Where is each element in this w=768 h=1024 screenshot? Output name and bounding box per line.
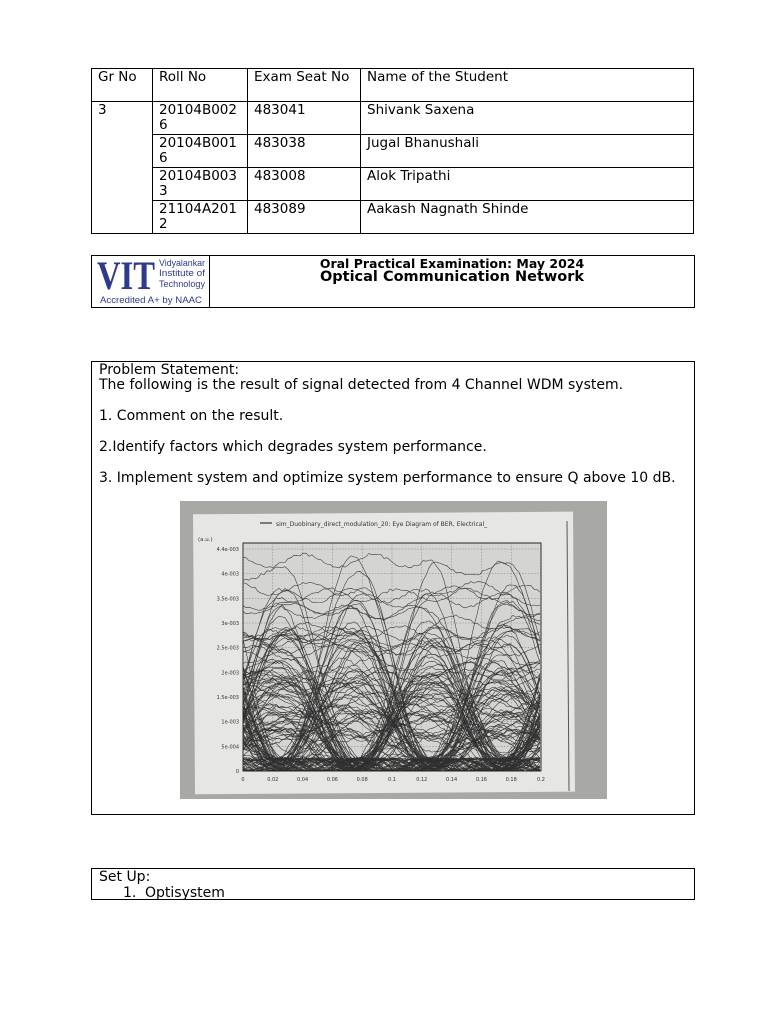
table-header-row xyxy=(92,69,694,102)
eye-diagram-photo xyxy=(180,501,607,799)
exam-header-box xyxy=(91,255,695,308)
figure-y-unit: (a.u.) xyxy=(198,537,213,543)
y-tick-label: 0 xyxy=(235,769,239,775)
table-row xyxy=(92,201,694,234)
roll-number: 20104B0016 xyxy=(153,135,248,168)
y-tick-label: 3e-003 xyxy=(221,621,239,627)
header-student-name: Name of the Student xyxy=(361,69,694,102)
group-number: 3 xyxy=(92,102,153,234)
setup-box xyxy=(91,868,695,900)
x-tick-label: 0.14 xyxy=(446,777,458,783)
student-name: Shivank Saxena xyxy=(361,102,694,135)
problem-statement-box xyxy=(91,361,695,815)
x-tick-label: 0.2 xyxy=(537,777,545,783)
logo-line1: Vidyalankar xyxy=(159,258,205,268)
question-2: 2.Identify factors which degrades system performance. xyxy=(99,439,487,455)
y-tick-label: 2.5e-003 xyxy=(216,645,239,652)
y-tick-label: 5e-004 xyxy=(221,744,239,751)
roll-number: 20104B0026 xyxy=(153,102,248,135)
student-name: Jugal Bhanushali xyxy=(361,135,694,168)
x-tick-label: 0.02 xyxy=(267,777,279,783)
subject-title: Optical Communication Network xyxy=(319,269,585,285)
exam-title: Oral Practical Examination: May 2024 xyxy=(319,256,585,271)
problem-intro: The following is the result of signal detected from 4 Channel WDM system. xyxy=(99,377,624,393)
exam-seat-number: 483008 xyxy=(248,168,361,201)
x-tick-label: 0 xyxy=(241,777,245,783)
x-tick-label: 0.04 xyxy=(297,777,309,783)
roll-number: 21104A2012 xyxy=(153,201,248,234)
question-1: 1. Comment on the result. xyxy=(99,408,284,424)
exam-seat-number: 483089 xyxy=(248,201,361,234)
logo-line2: Institute of xyxy=(159,268,206,278)
y-tick-label: 1.5e-003 xyxy=(216,695,239,701)
header-gr-no: Gr No xyxy=(92,69,153,102)
setup-heading: Set Up: xyxy=(99,869,151,885)
y-tick-label: 4e-003 xyxy=(221,571,239,578)
table-row xyxy=(92,102,694,135)
table-row xyxy=(92,168,694,201)
x-tick-label: 0.08 xyxy=(356,777,368,783)
figure-caption: sim_Duobinary_direct_modulation_20: Eye Diagram of BER, Electrical_ xyxy=(276,521,488,528)
logo-line3: Technology xyxy=(159,279,206,289)
x-tick-label: 0.16 xyxy=(475,777,487,783)
logo-letters: VIT xyxy=(97,256,156,298)
x-tick-label: 0.1 xyxy=(388,777,396,783)
eye-diagram-figure xyxy=(180,501,607,799)
vit-logo-mark xyxy=(92,256,209,307)
x-tick-label: 0.18 xyxy=(505,777,517,783)
student-name: Alok Tripathi xyxy=(361,168,694,201)
table-row xyxy=(92,135,694,168)
setup-item: Optisystem xyxy=(145,885,225,901)
vit-logo xyxy=(92,256,210,307)
student-table xyxy=(91,68,694,234)
y-tick-label: 1e-003 xyxy=(221,719,239,726)
logo-accreditation: Accredited A+ by NAAC xyxy=(100,295,203,305)
x-tick-label: 0.12 xyxy=(416,777,428,783)
y-tick-label: 3.5e-003 xyxy=(216,596,239,603)
y-tick-label: 4.4e-003 xyxy=(216,547,239,553)
y-tick-label: 2e-003 xyxy=(221,670,239,677)
header-roll-no: Roll No xyxy=(153,69,248,102)
header-exam-seat-no: Exam Seat No xyxy=(248,69,361,102)
student-name: Aakash Nagnath Shinde xyxy=(361,201,694,234)
roll-number: 20104B0033 xyxy=(153,168,248,201)
x-tick-label: 0.06 xyxy=(326,777,338,783)
exam-seat-number: 483038 xyxy=(248,135,361,168)
problem-heading: Problem Statement: xyxy=(99,362,240,378)
setup-item-number: 1. xyxy=(123,885,137,901)
exam-seat-number: 483041 xyxy=(248,102,361,135)
question-3: 3. Implement system and optimize system performance to ensure Q above 10 dB. xyxy=(99,470,676,486)
